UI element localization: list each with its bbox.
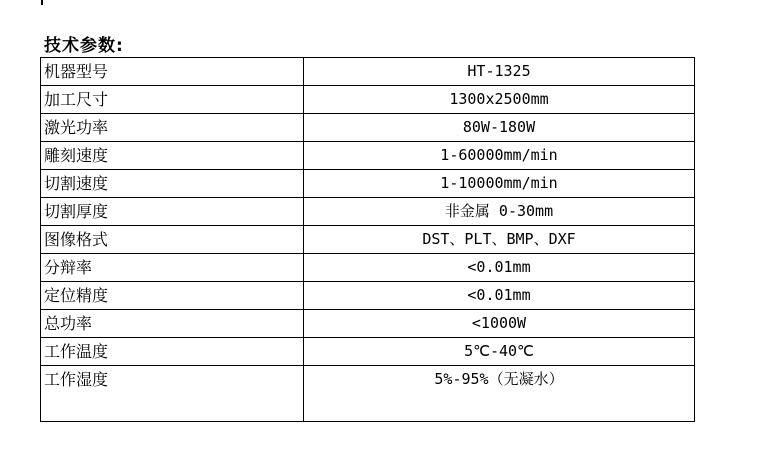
table-row [41, 338, 695, 366]
spec-label: 加工尺寸 [41, 86, 304, 114]
spec-table [40, 57, 695, 422]
spec-value: 1-60000mm/min [304, 142, 695, 170]
spec-value: <0.01mm [304, 282, 695, 310]
spec-label: 机器型号 [41, 58, 304, 86]
table-row [41, 58, 695, 86]
spec-value: HT-1325 [304, 58, 695, 86]
spec-value: 1300x2500mm [304, 86, 695, 114]
spec-label: 工作湿度 [41, 366, 304, 422]
spec-label: 总功率 [41, 310, 304, 338]
table-row [41, 310, 695, 338]
spec-label: 分辩率 [41, 254, 304, 282]
table-row [41, 226, 695, 254]
table-row [41, 282, 695, 310]
spec-label: 切割速度 [41, 170, 304, 198]
spec-value: <1000W [304, 310, 695, 338]
spec-value: 5℃-40℃ [304, 338, 695, 366]
table-row [41, 142, 695, 170]
table-row [41, 198, 695, 226]
spec-value: 1-10000mm/min [304, 170, 695, 198]
table-row [41, 366, 695, 422]
spec-value: DST、PLT、BMP、DXF [304, 226, 695, 254]
spec-label: 工作温度 [41, 338, 304, 366]
spec-value: 80W-180W [304, 114, 695, 142]
spec-label: 雕刻速度 [41, 142, 304, 170]
table-row [41, 86, 695, 114]
spec-label: 切割厚度 [41, 198, 304, 226]
table-row [41, 254, 695, 282]
spec-value: <0.01mm [304, 254, 695, 282]
corner-mark [41, 0, 43, 5]
spec-value: 非金属 0-30mm [304, 198, 695, 226]
spec-label: 图像格式 [41, 226, 304, 254]
spec-label: 激光功率 [41, 114, 304, 142]
section-title: 技术参数: [44, 36, 124, 56]
table-row [41, 170, 695, 198]
table-row [41, 114, 695, 142]
spec-label: 定位精度 [41, 282, 304, 310]
spec-value: 5%-95%（无凝水） [304, 366, 695, 422]
